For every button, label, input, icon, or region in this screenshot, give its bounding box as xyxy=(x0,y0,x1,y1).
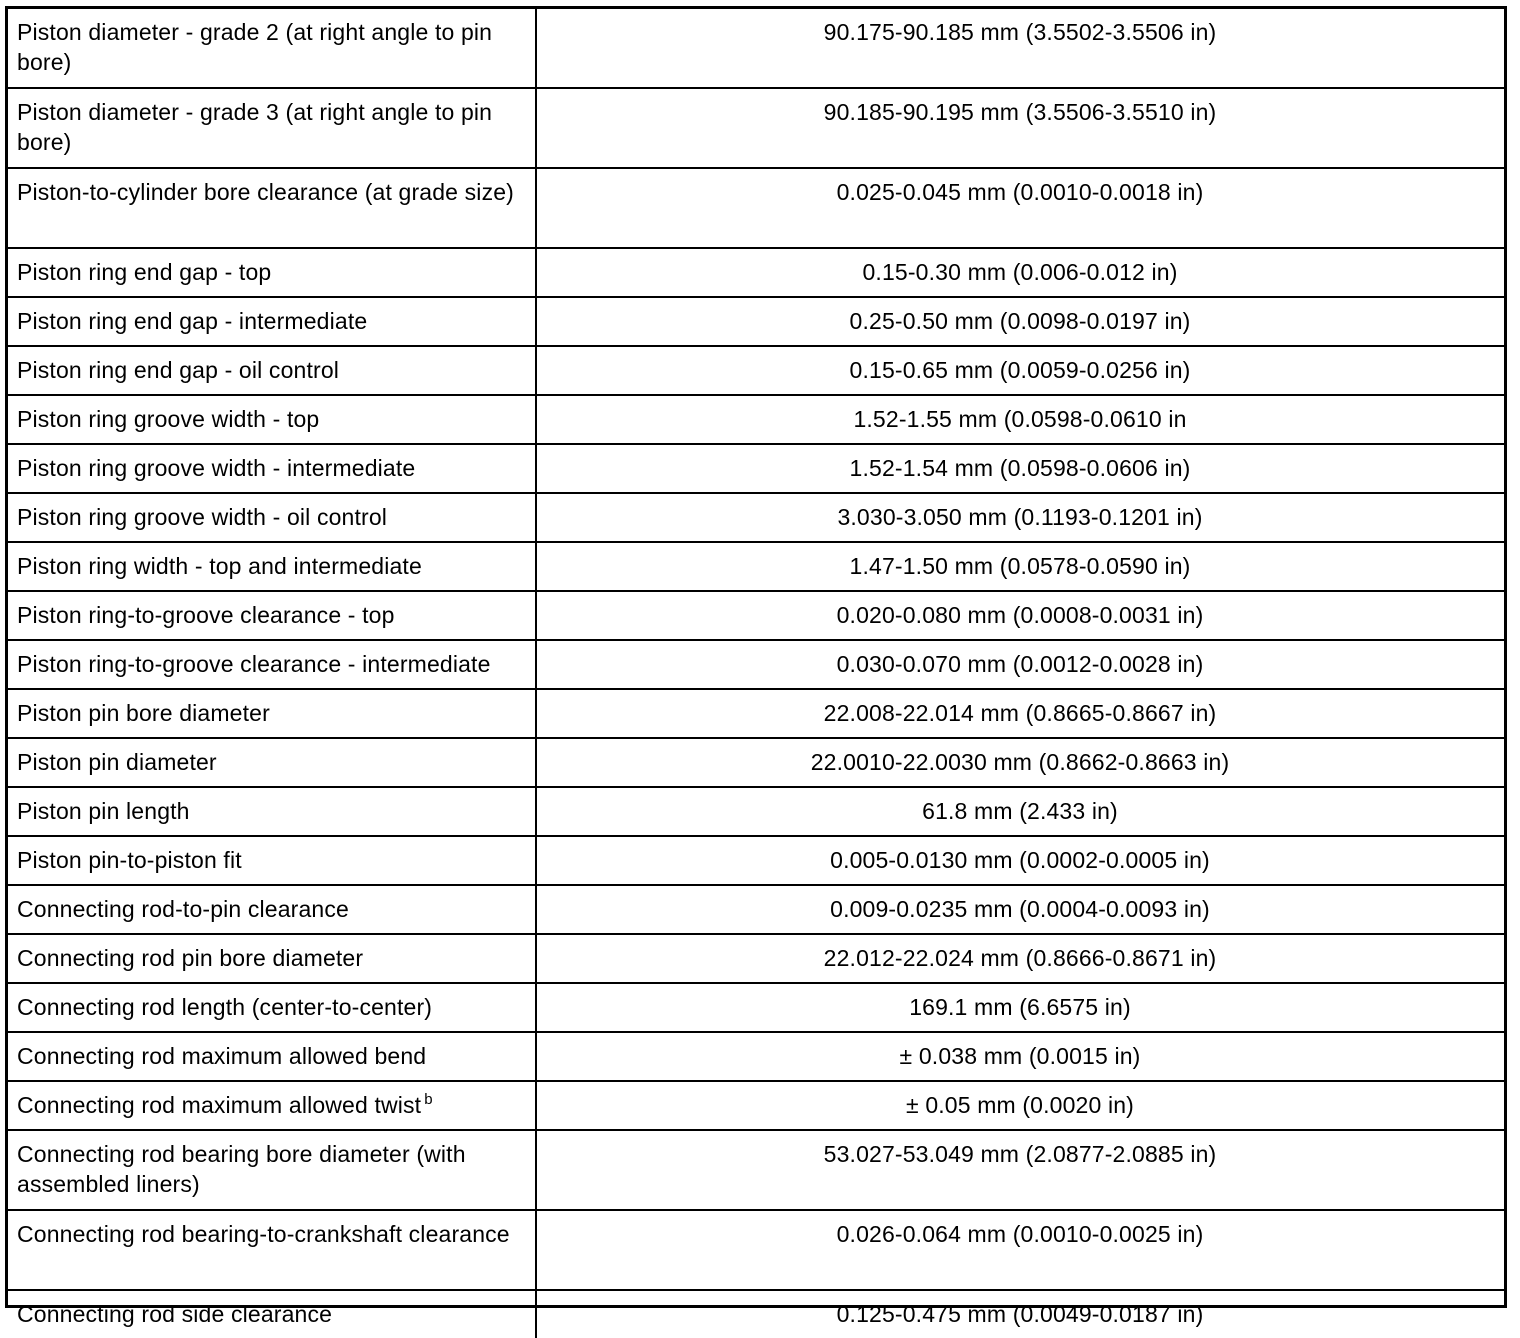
parameter-cell xyxy=(8,1290,536,1338)
parameter-cell xyxy=(8,493,536,542)
value-text: 169.1 mm (6.6575 in) xyxy=(909,994,1131,1020)
parameter-cell xyxy=(8,983,536,1032)
parameter-cell xyxy=(8,934,536,983)
parameter-cell xyxy=(8,395,536,444)
value-text: 0.025-0.045 mm (0.0010-0.0018 in) xyxy=(836,179,1204,205)
value-cell xyxy=(536,885,1504,934)
table-row xyxy=(8,9,1504,88)
value-cell xyxy=(536,689,1504,738)
value-text: ± 0.038 mm (0.0015 in) xyxy=(899,1043,1141,1069)
table-row xyxy=(8,591,1504,640)
parameter-label: Piston ring end gap - oil control xyxy=(17,357,340,383)
parameter-cell xyxy=(8,1081,536,1130)
table-row xyxy=(8,787,1504,836)
value-text: 22.012-22.024 mm (0.8666-0.8671 in) xyxy=(823,945,1217,971)
parameter-label: Connecting rod length (center-to-center) xyxy=(17,994,433,1020)
value-text: 0.15-0.30 mm (0.006-0.012 in) xyxy=(862,259,1178,285)
table-row xyxy=(8,738,1504,787)
parameter-label: Piston diameter - grade 3 (at right angle to pin bore) xyxy=(17,99,493,155)
parameter-cell xyxy=(8,168,536,248)
table-row xyxy=(8,88,1504,168)
parameter-label: Piston ring groove width - intermediate xyxy=(17,455,416,481)
value-cell xyxy=(536,248,1504,297)
value-cell xyxy=(536,1210,1504,1290)
value-cell xyxy=(536,640,1504,689)
value-text: 0.15-0.65 mm (0.0059-0.0256 in) xyxy=(849,357,1191,383)
value-text: 53.027-53.049 mm (2.0877-2.0885 in) xyxy=(823,1141,1217,1167)
parameter-cell xyxy=(8,591,536,640)
value-text: 22.008-22.014 mm (0.8665-0.8667 in) xyxy=(823,700,1217,726)
table-row xyxy=(8,1032,1504,1081)
parameter-label: Connecting rod maximum allowed bend xyxy=(17,1043,427,1069)
parameter-label: Piston pin bore diameter xyxy=(17,700,270,726)
parameter-label: Connecting rod maximum allowed twist xyxy=(17,1092,422,1118)
parameter-cell xyxy=(8,346,536,395)
table-row xyxy=(8,836,1504,885)
parameter-cell xyxy=(8,836,536,885)
table-row xyxy=(8,395,1504,444)
value-cell xyxy=(536,1081,1504,1130)
table-row xyxy=(8,542,1504,591)
parameter-label: Piston ring end gap - intermediate xyxy=(17,308,368,334)
parameter-label: Connecting rod bearing-to-crankshaft clearance xyxy=(17,1221,510,1247)
value-cell xyxy=(536,9,1504,88)
value-cell xyxy=(536,444,1504,493)
parameter-label: Piston pin-to-piston fit xyxy=(17,847,242,873)
value-text: 0.009-0.0235 mm (0.0004-0.0093 in) xyxy=(830,896,1210,922)
value-cell xyxy=(536,1032,1504,1081)
parameter-cell xyxy=(8,444,536,493)
specification-sheet xyxy=(5,6,1507,1327)
table-row xyxy=(8,346,1504,395)
parameter-cell xyxy=(8,885,536,934)
value-text: 22.0010-22.0030 mm (0.8662-0.8663 in) xyxy=(810,749,1230,775)
parameter-label: Connecting rod side clearance xyxy=(17,1301,333,1327)
parameter-cell xyxy=(8,9,536,88)
parameter-cell xyxy=(8,1130,536,1210)
table-row xyxy=(8,640,1504,689)
parameter-cell xyxy=(8,542,536,591)
table-row xyxy=(8,885,1504,934)
value-cell xyxy=(536,168,1504,248)
parameter-cell xyxy=(8,689,536,738)
value-cell xyxy=(536,88,1504,168)
value-text: ± 0.05 mm (0.0020 in) xyxy=(906,1092,1134,1118)
value-cell xyxy=(536,297,1504,346)
parameter-cell xyxy=(8,88,536,168)
value-cell xyxy=(536,493,1504,542)
value-cell xyxy=(536,934,1504,983)
table-row xyxy=(8,444,1504,493)
value-cell xyxy=(536,983,1504,1032)
value-text: 0.125-0.475 mm (0.0049-0.0187 in) xyxy=(836,1301,1204,1327)
value-cell xyxy=(536,836,1504,885)
table-row xyxy=(8,1210,1504,1290)
table-row xyxy=(8,168,1504,248)
parameter-cell xyxy=(8,787,536,836)
parameter-label: Connecting rod pin bore diameter xyxy=(17,945,364,971)
specification-table-body xyxy=(8,9,1504,1338)
table-row xyxy=(8,1130,1504,1210)
value-cell xyxy=(536,591,1504,640)
parameter-cell xyxy=(8,1210,536,1290)
value-text: 0.25-0.50 mm (0.0098-0.0197 in) xyxy=(849,308,1191,334)
parameter-cell xyxy=(8,738,536,787)
table-row xyxy=(8,493,1504,542)
parameter-label: Piston pin diameter xyxy=(17,749,217,775)
value-cell xyxy=(536,542,1504,591)
parameter-cell xyxy=(8,1032,536,1081)
parameter-label: Connecting rod-to-pin clearance xyxy=(17,896,349,922)
parameter-label: Piston ring end gap - top xyxy=(17,259,272,285)
value-text: 90.185-90.195 mm (3.5506-3.5510 in) xyxy=(823,99,1217,125)
table-row xyxy=(8,248,1504,297)
table-row xyxy=(8,297,1504,346)
value-text: 1.52-1.54 mm (0.0598-0.0606 in) xyxy=(849,455,1191,481)
value-text: 1.47-1.50 mm (0.0578-0.0590 in) xyxy=(849,553,1191,579)
value-text: 61.8 mm (2.433 in) xyxy=(922,798,1118,824)
table-row xyxy=(8,689,1504,738)
parameter-cell xyxy=(8,640,536,689)
table-row xyxy=(8,934,1504,983)
value-text: 0.030-0.070 mm (0.0012-0.0028 in) xyxy=(836,651,1204,677)
table-row xyxy=(8,1081,1504,1130)
parameter-label: Piston diameter - grade 2 (at right angle to pin bore) xyxy=(17,19,493,75)
parameter-cell xyxy=(8,297,536,346)
value-cell xyxy=(536,346,1504,395)
parameter-cell xyxy=(8,248,536,297)
parameter-label: Piston ring width - top and intermediate xyxy=(17,553,422,579)
value-text: 3.030-3.050 mm (0.1193-0.1201 in) xyxy=(837,504,1203,530)
value-text: 90.175-90.185 mm (3.5502-3.5506 in) xyxy=(823,19,1217,45)
parameter-label: Piston pin length xyxy=(17,798,190,824)
parameter-label: Piston ring groove width - oil control xyxy=(17,504,388,530)
value-cell xyxy=(536,787,1504,836)
parameter-label: Connecting rod bearing bore diameter (with assembled liners) xyxy=(17,1141,466,1197)
value-cell xyxy=(536,1290,1504,1338)
parameter-label: Piston ring-to-groove clearance - intermediate xyxy=(17,651,491,677)
table-row xyxy=(8,983,1504,1032)
value-cell xyxy=(536,1130,1504,1210)
value-text: 0.026-0.064 mm (0.0010-0.0025 in) xyxy=(836,1221,1204,1247)
parameter-label: Piston-to-cylinder bore clearance (at grade size) xyxy=(17,179,514,205)
value-cell xyxy=(536,395,1504,444)
footnote-marker: b xyxy=(424,1091,433,1108)
value-text: 0.020-0.080 mm (0.0008-0.0031 in) xyxy=(836,602,1204,628)
parameter-label: Piston ring groove width - top xyxy=(17,406,320,432)
specification-table xyxy=(8,9,1504,1338)
value-text: 1.52-1.55 mm (0.0598-0.0610 in xyxy=(853,406,1187,432)
value-text: 0.005-0.0130 mm (0.0002-0.0005 in) xyxy=(830,847,1210,873)
table-row xyxy=(8,1290,1504,1338)
value-cell xyxy=(536,738,1504,787)
parameter-label: Piston ring-to-groove clearance - top xyxy=(17,602,395,628)
